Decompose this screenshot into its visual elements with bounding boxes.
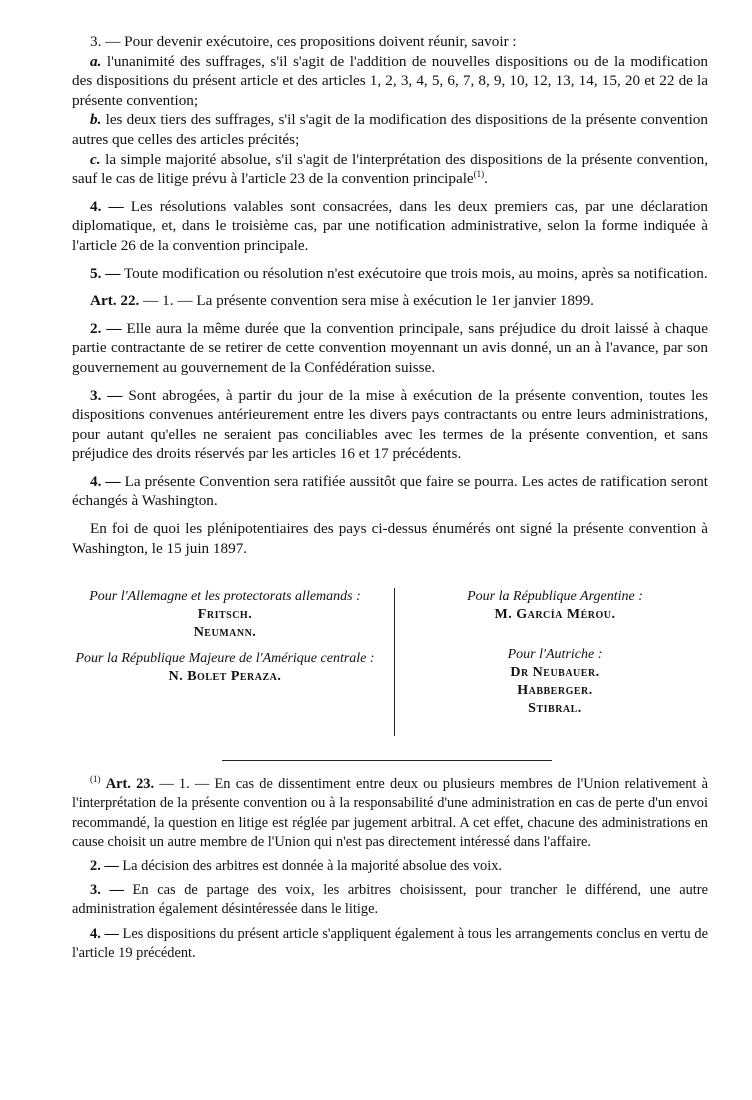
paragraph-4-text: Les résolutions valables sont consacrées, dans les deux premiers cas, par une déclaration diplomatique, et, dans le troisième cas, par une notification administrative, selon la forme indiquée à l'article 26 de la convention principale. [72,197,708,254]
article-22-p2-text: Elle aura la même durée que la convention principale, sans préjudice du droit laissé à chaque partie contractante de se retirer de cette convention moyennant un avis donné, un an à l'avance, par son gouvernement au gouvernement de la Confédération suisse. [72,319,709,376]
signatory-name: M. García Mérou. [494,607,616,623]
footnote-p3-text: En cas de partage des voix, les arbitres choisissent, pour trancher le différend, une autre administration également désintéressée dans le litige. [72,882,708,918]
footnote-p4-number: 4. — [90,925,119,942]
signatory-name: Fritsch. [197,607,253,623]
item-a-text: l'unanimité des suffrages, s'il s'agit de l'addition de nouvelles dispositions ou de la modification des dispositions du présent article et des articles 1, 2, 3, 4, 5, 6, 7, 8, 9, 10, 12, 13, 14, 15, 20 et 22 de la présente convention; [72,52,709,109]
item-a-label: a. [90,52,102,70]
footnote-p2-text: La décision des arbitres est donnée à la majorité absolue des voix. [122,858,503,875]
footnote-rule [222,760,552,761]
footnote-article-label: Art. 23. [105,776,155,793]
footnote-p4-text: Les dispositions du présent article s'appliquent également à tous les arrangements conclus en vertu de l'article 19 précédent. [72,925,708,961]
footnote-p3-number: 3. — [90,882,124,899]
closing-paragraph: En foi de quoi les plénipotentiaires des pays ci-dessus énumérés ont signé la présente convention à Washington, le 15 juin 1897. [72,520,708,557]
signature-caption-central-america: Pour la République Majeure de l'Amérique centrale : [75,651,375,667]
signature-caption-austria: Pour l'Autriche : [507,647,603,663]
signatory-name: Neumann. [193,625,257,641]
footnote-p1-text: — 1. — En cas de dissentiment entre deux ou plusieurs membres de l'Union relativement à l'interprétation de la présente convention ou à la responsabilité d'une administration en cas de perte d'un envoi recommandé, la question en litige est réglée par jugement arbitral. A cet effet, chacune des administrations en cause choisit un autre membre de l'Union qui n'est pas directement intéressé dans l'affaire. [72,776,708,850]
signature-caption-argentina: Pour la République Argentine : [467,589,643,605]
item-c-text: la simple majorité absolue, s'il s'agit de l'interprétation des dispositions de la présente convention, sauf le cas de litige prévu à l'article 23 de la convention principale [72,150,709,188]
paragraph-3-intro: 3. — Pour devenir exécutoire, ces propositions doivent réunir, savoir : [90,33,517,50]
article-22-p4 [72,472,708,511]
footnote-p4 [72,925,708,963]
paragraph-3b [72,110,708,149]
article-22-p3-text: Sont abrogées, à partir du jour de la mise à exécution de la présente convention, toutes les dispositions convenues antérieurement entre les divers pays contractants ou entre leurs administrations, pour autant qu'elles ne seraient pas conciliables avec les termes de la présente convention, et sans préjudice des droits réservés par les articles 16 et 17 précédents. [72,386,709,463]
signature-caption-germany: Pour l'Allemagne et les protectorats allemands : [89,589,361,605]
signatures-left-column [72,588,390,738]
footnote-p1 [72,775,708,852]
paragraph-4-number: 4. — [90,197,124,215]
item-b-label: b. [90,111,102,129]
signatory-name: Stibral. [528,701,582,717]
paragraph-4 [72,197,708,256]
article-22-p3-number: 3. — [90,386,123,404]
article-22-label: Art. 22. [90,292,140,310]
article-22-p4-text: La présente Convention sera ratifiée aussitôt que faire se pourra. Les actes de ratification seront échangés à Washington. [72,472,709,510]
article-22-p2 [72,319,708,378]
footnote-p3 [72,881,708,919]
article-22-p3 [72,386,708,464]
paragraph-3a [72,52,708,111]
footnote-p2 [72,857,708,876]
article-22-p2-number: 2. — [90,319,122,337]
article-22-p1-text: — 1. — La présente convention sera mise à exécution le 1er janvier 1899. [143,292,594,310]
signatures-right-column [390,588,708,738]
article-22-p1 [72,291,708,311]
footnote-p2-number: 2. — [90,858,119,875]
article-22-p4-number: 4. — [90,472,121,490]
item-b-text: les deux tiers des suffrages, s'il s'agit de la modification des dispositions de la présente convention autres que celles des articles précités; [72,111,708,148]
paragraph-3c: c. la simple majorité absolue, s'il s'agit de l'interprétation des dispositions de la présente convention, sauf le cas de litige prévu à l'article 23 de la convention principale$^{(1)}$. [72,150,709,188]
footnote-marker: (1) [90,774,101,785]
signatory-name: Dr Neubauer. [510,665,600,681]
paragraph-5 [72,264,708,284]
signature-divider [394,588,395,736]
paragraph-5-text: Toute modification ou résolution n'est exécutoire que trois mois, au moins, après sa notification. [123,264,708,282]
item-c-label: c. [90,150,101,168]
footnote-ref: (1) [473,169,485,180]
paragraph-5-number: 5. — [90,264,121,282]
signatory-name: Habberger. [517,683,593,699]
signature-block [72,588,708,738]
signatory-name: N. Bolet Peraza. [168,669,282,685]
